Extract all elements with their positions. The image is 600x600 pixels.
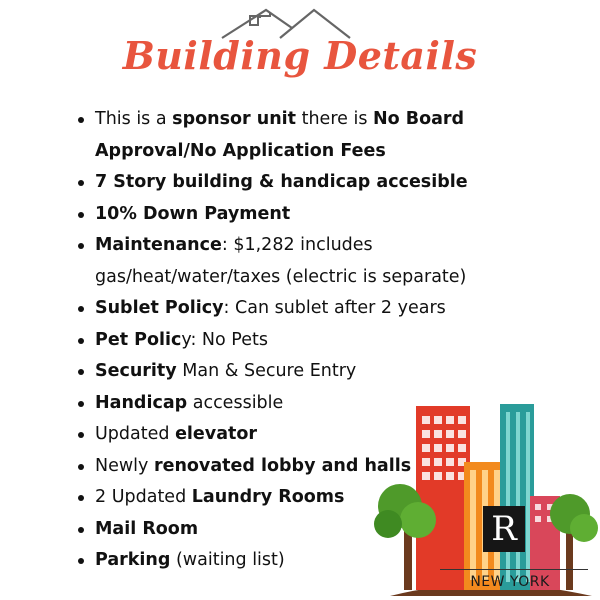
list-item <box>76 167 546 199</box>
text: : Can sublet after 2 years <box>223 298 446 318</box>
text: Newly <box>95 455 154 476</box>
text: 2 Updated <box>95 487 192 507</box>
bold-text: Security <box>95 361 177 381</box>
text: Updated <box>95 424 176 444</box>
logo-divider <box>440 569 588 570</box>
bold-text: Mail Room <box>95 518 199 539</box>
bold-text: Maintenance <box>95 235 222 255</box>
bold-text: renovated lobby and halls <box>153 455 412 476</box>
text: (waiting list) <box>170 550 285 570</box>
list-item <box>76 325 546 357</box>
bold-text: Parking <box>95 550 171 570</box>
text: accessible <box>187 392 284 413</box>
text: y: No Pets <box>181 329 268 350</box>
text: : $1,282 includes gas/heat/water/taxes (electric is separate) <box>95 235 467 287</box>
bold-text: Pet Polic <box>95 329 182 350</box>
bold-text: Sublet Policy <box>95 298 224 318</box>
bold-text: 7 Story building & handicap accesible <box>95 172 468 192</box>
text: Man & Secure Entry <box>176 361 357 381</box>
list-item <box>76 199 546 231</box>
r-logo-icon <box>483 506 525 552</box>
list-item <box>76 293 546 325</box>
bold-text: Handicap <box>95 392 188 413</box>
page-title: Building Details <box>122 33 478 78</box>
list-item <box>76 104 546 167</box>
bold-text: elevator <box>175 424 258 444</box>
text: there is <box>296 109 373 129</box>
brand-text: NEW YORK <box>470 574 550 590</box>
bold-text: No Board Approval/No Application Fees <box>95 109 465 161</box>
bold-text: sponsor unit <box>172 109 297 129</box>
text: This is a <box>95 109 173 129</box>
logo-letter: R <box>491 509 517 549</box>
bold-text: 10% Down Payment <box>95 203 291 224</box>
list-item <box>76 356 546 388</box>
bold-text: Laundry Rooms <box>191 487 345 507</box>
list-item <box>76 230 546 293</box>
